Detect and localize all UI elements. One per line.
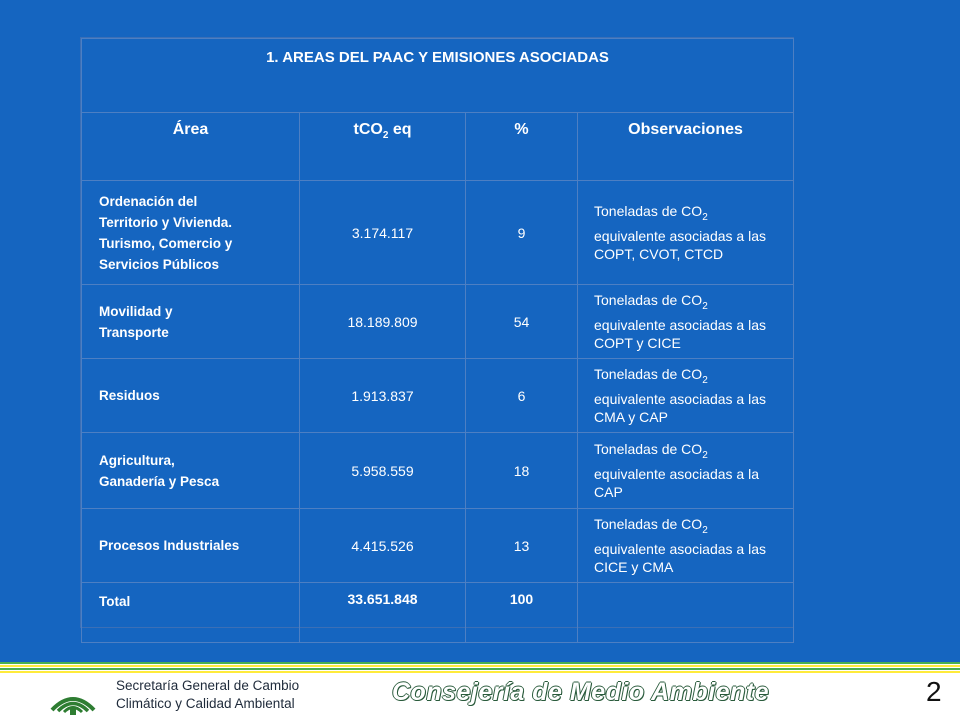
obs-text: equivalente asociadas a las COPT, CVOT, CTCD: [594, 227, 767, 262]
observation-cell: [578, 433, 794, 509]
observation-cell: [578, 509, 794, 583]
percent-cell: 9: [466, 181, 578, 285]
observation-cell: [578, 285, 794, 359]
percent-cell: 18: [466, 433, 578, 509]
total-tco2: 33.651.848: [300, 583, 466, 643]
header-observations: Observaciones: [578, 113, 794, 181]
area-line: Ordenación del: [99, 193, 198, 209]
table-row: [82, 509, 794, 583]
stripe-yellow: [0, 665, 960, 667]
table-row: [82, 433, 794, 509]
percent-cell: 6: [466, 359, 578, 433]
stripe-green: [0, 668, 960, 670]
header-tco2-subscript: 2: [382, 130, 389, 142]
table-header-row: [82, 113, 794, 181]
area-line: Residuos: [99, 388, 160, 403]
area-line: Agricultura,: [99, 452, 175, 468]
table-row: [82, 285, 794, 359]
obs-text: equivalente asociadas a las CICE y CMA: [594, 540, 767, 575]
area-line: Transporte: [99, 324, 169, 340]
header-tco2: [300, 113, 466, 181]
tco2-cell: 5.958.559: [300, 433, 466, 509]
tco2-cell: 18.189.809: [300, 285, 466, 359]
observation-cell: [578, 181, 794, 285]
obs-text: Toneladas de CO: [594, 366, 703, 383]
obs-subscript: 2: [702, 374, 708, 386]
obs-text: equivalente asociadas a la CAP: [594, 465, 760, 500]
header-tco2-prefix: tCO: [353, 121, 383, 138]
obs-text: Toneladas de CO: [594, 516, 703, 533]
consejeria-title: Consejería de Medio Ambiente: [392, 678, 770, 706]
area-cell: [82, 433, 300, 509]
obs-subscript: 2: [702, 211, 708, 223]
obs-text: equivalente asociadas a las COPT y CICE: [594, 316, 767, 351]
area-line: Procesos Industriales: [99, 538, 240, 553]
page-number: 2: [926, 676, 942, 707]
area-line: Turismo, Comercio y: [99, 235, 233, 251]
total-label: Total: [82, 583, 300, 643]
area-cell: [82, 509, 300, 583]
area-line: Ganadería y Pesca: [99, 473, 220, 489]
stripe-yellow: [0, 671, 960, 673]
decorative-stripes: [0, 662, 960, 674]
table-row: [82, 359, 794, 433]
table-total-row: [82, 583, 794, 643]
area-cell: [82, 181, 300, 285]
header-tco2-suffix: eq: [388, 121, 412, 138]
header-area: Área: [82, 113, 300, 181]
tco2-cell: 4.415.526: [300, 509, 466, 583]
emissions-table-container: [80, 37, 794, 628]
area-line: Servicios Públicos: [99, 256, 220, 272]
table-row: [82, 181, 794, 285]
table-title: 1. AREAS DEL PAAC Y EMISIONES ASOCIADAS: [82, 39, 794, 113]
obs-subscript: 2: [702, 300, 708, 312]
tco2-cell: 1.913.837: [300, 359, 466, 433]
percent-cell: 13: [466, 509, 578, 583]
obs-subscript: 2: [702, 524, 708, 536]
total-percent: 100: [466, 583, 578, 643]
secretaria-line-2: Climático y Calidad Ambiental: [116, 696, 295, 711]
header-percent: %: [466, 113, 578, 181]
total-observation-empty: [578, 583, 794, 643]
emissions-table: [81, 38, 794, 643]
obs-text: Toneladas de CO: [594, 203, 703, 220]
area-line: Movilidad y: [99, 303, 173, 319]
percent-cell: 54: [466, 285, 578, 359]
area-cell: [82, 285, 300, 359]
area-line: Territorio y Vivienda.: [99, 214, 233, 230]
junta-logo-icon: [48, 686, 98, 716]
footer: [0, 674, 960, 720]
obs-subscript: 2: [702, 449, 708, 461]
secretaria-line-1: Secretaría General de Cambio: [116, 678, 300, 693]
area-cell: [82, 359, 300, 433]
observation-cell: [578, 359, 794, 433]
tco2-cell: 3.174.117: [300, 181, 466, 285]
obs-text: Toneladas de CO: [594, 441, 703, 458]
obs-text: equivalente asociadas a las CMA y CAP: [594, 390, 767, 425]
obs-text: Toneladas de CO: [594, 292, 703, 309]
stripe-green: [0, 662, 960, 664]
